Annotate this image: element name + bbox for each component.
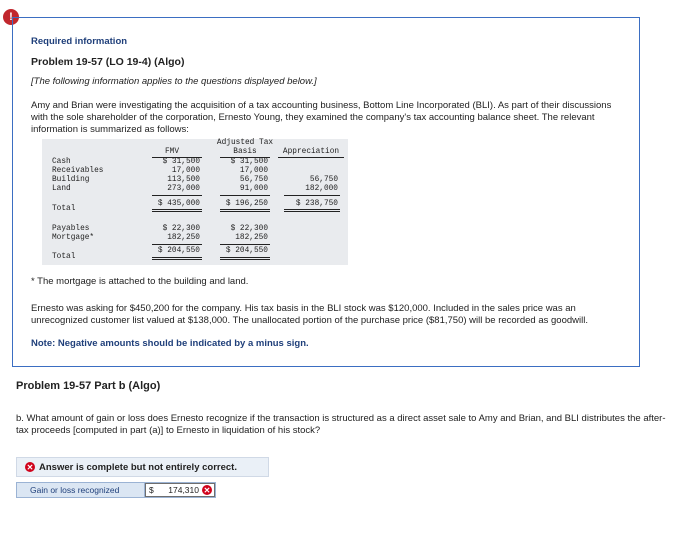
header-basis: Basis <box>233 148 257 156</box>
problem-title: Problem 19-57 (LO 19-4) (Algo) <box>31 56 185 68</box>
negative-amounts-note: Note: Negative amounts should be indicated by a minus sign. <box>31 338 309 349</box>
balance-sheet-table: Adjusted Tax FMV Basis Appreciation Cash $ 31,500 $ 31,500 Receivables 17,000 17,000 Building 113,500 56,750 56,750 Land 273,000 91,000 182,000 Total $ 435,000 $ 196,250 $ 238,750 Payables $ 22,300 $ 22,300 Mortgage* 182,250 182,250 Total $ 204,550 $ 204,550 <box>42 139 348 265</box>
answer-label: Gain or loss recognized <box>17 483 145 497</box>
currency-symbol: $ <box>149 485 154 495</box>
status-text: Answer is complete but not entirely correct. <box>39 461 237 473</box>
header-fmv: FMV <box>164 148 180 156</box>
part-title: Problem 19-57 Part b (Algo) <box>16 380 161 392</box>
answer-row <box>16 482 216 498</box>
pricing-paragraph: Ernesto was asking for $450,200 for the company. His tax basis in the BLI stock was $120,000. Included in the sales price was an unrecognized customer list valued at $138,000. The unallocated portion of the purchase price ($81,750) will be recorded as goodwill. <box>31 303 588 326</box>
header-adjusted-tax: Adjusted Tax <box>216 139 274 147</box>
applies-note: [The following information applies to the questions displayed below.] <box>31 76 317 87</box>
incorrect-icon: ✕ <box>26 462 34 472</box>
answer-status <box>16 457 269 477</box>
footnote: * The mortgage is attached to the building and land. <box>31 276 249 287</box>
incorrect-icon: ✕ <box>203 485 211 495</box>
header-appreciation: Appreciation <box>282 148 340 156</box>
gain-loss-input[interactable] <box>145 483 215 497</box>
required-info-title: Required information <box>31 36 128 47</box>
question-text: b. What amount of gain or loss does Ernesto recognize if the transaction is structured as a direct asset sale to Amy and Brian, and BLI distributes the after-tax proceeds [computed in part (a)] to Ernesto in liquidation of his stock? <box>16 413 666 436</box>
answer-value: 174,310 <box>168 485 199 495</box>
intro-paragraph: Amy and Brian were investigating the acquisition of a tax accounting business, Bottom Line Incorporated (BLI). As part of their discussions with the sole shareholder of the corporation, Ernesto Young, they examined the company's tax accounting balance sheet. The relevant information is summarized as follows: <box>31 100 612 135</box>
alert-icon: ! <box>3 9 19 25</box>
